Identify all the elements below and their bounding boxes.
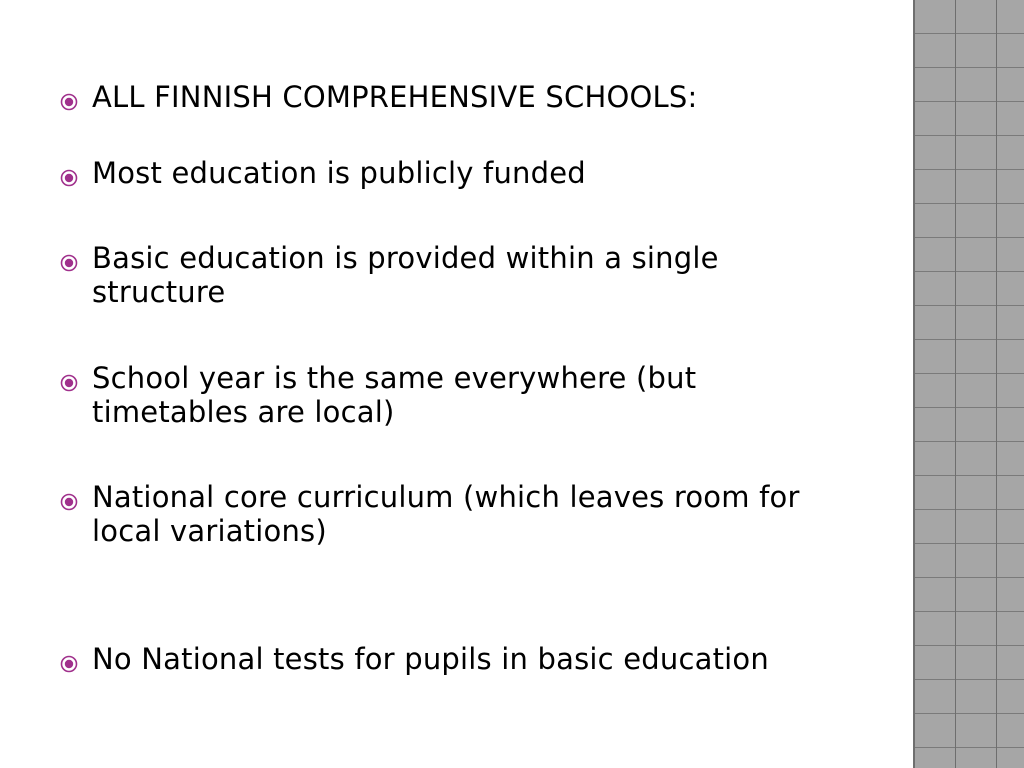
circle-dot-icon [60,655,78,673]
circle-dot-icon [60,93,78,111]
circle-dot-icon [60,169,78,187]
bullet-text: Basic education is provided within a single structure [92,241,719,309]
bullet-item [60,80,840,114]
grid-pattern-decoration [913,0,1024,768]
circle-dot-icon [60,374,78,392]
bullet-text: No National tests for pupils in basic education [92,642,769,676]
bullet-item [60,241,840,309]
bullet-item [60,642,840,676]
bullet-item [60,156,840,190]
bullet-text: School year is the same everywhere (but timetables are local) [92,361,697,429]
circle-dot-icon [60,254,78,272]
bullet-item [60,361,840,429]
bullet-text: Most education is publicly funded [92,156,586,190]
bullet-text: National core curriculum (which leaves room for local variations) [92,480,800,548]
bullet-text: ALL FINNISH COMPREHENSIVE SCHOOLS: [92,80,698,114]
circle-dot-icon [60,493,78,511]
bullet-item [60,480,840,548]
